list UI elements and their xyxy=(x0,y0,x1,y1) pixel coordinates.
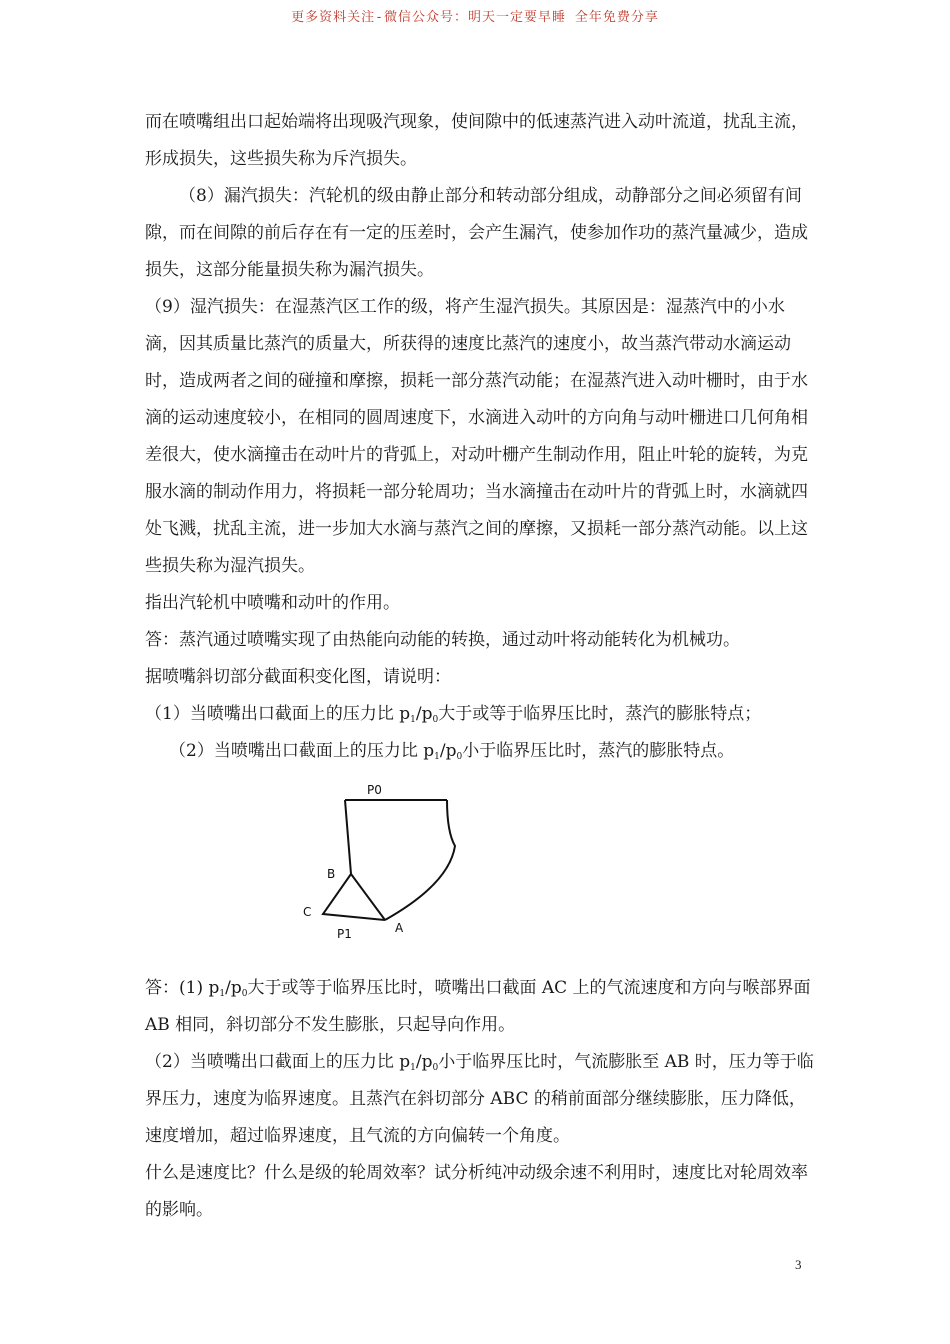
slash-p: /p xyxy=(415,1052,433,1072)
label-c: C xyxy=(303,905,312,919)
sub-0: 0 xyxy=(456,752,463,762)
sub-0: 0 xyxy=(432,715,439,725)
sub-1: 1 xyxy=(410,715,416,725)
q-item1-b: 大于或等于临界压比时，蒸汽的膨胀特点； xyxy=(438,704,762,724)
sub-0: 0 xyxy=(432,1063,439,1073)
ans2-b: 小于临界压比时，气流膨胀至 AB 时，压力等于临界压力，速度为临界速度。且蒸汽在斜切部分 ABC 的稍前面部分继续膨胀，压力降低，速度增加，超过临界速度，且气流的方向偏转一个角度。 xyxy=(145,1052,814,1146)
paragraph-wet-steam-loss: （9）湿汽损失：在湿蒸汽区工作的级，将产生湿汽损失。其原因是：湿蒸汽中的小水滴，因其质量比蒸汽的质量大，所获得的速度比蒸汽的速度小，故当蒸汽带动水滴运动时，造成两者之间的碰撞和摩擦，损耗一部分蒸汽动能；在湿蒸汽进入动叶栅时，由于水滴的运动速度较小，在相同的圆周速度下，水滴进入动叶的方向角与动叶栅进口几何角相差很大，使水滴撞击在动叶片的背弧上，对动叶栅产生制动作用，阻止叶轮的旋转，为克服水滴的制动作用力，将损耗一部分轮周功；当水滴撞击在动叶片的背弧上时，水滴就四处飞溅，扰乱主流，进一步加大水滴与蒸汽之间的摩擦，又损耗一部分蒸汽动能。以上这些损失称为湿汽损失。 xyxy=(145,297,808,576)
question-item-1 xyxy=(145,696,815,733)
sub-1: 1 xyxy=(410,1063,416,1073)
label-b: B xyxy=(327,867,336,881)
nozzle-oblique-section-figure xyxy=(145,770,815,970)
label-a: A xyxy=(395,921,404,935)
label-p1: P1 xyxy=(337,927,352,941)
question-velocity-ratio: 什么是速度比？什么是级的轮周效率？试分析纯冲动级余速不利用时，速度比对轮周效率的影响。 xyxy=(145,1163,808,1220)
paragraph-exhaust-loss: 而在喷嘴组出口起始端将出现吸汽现象，使间隙中的低速蒸汽进入动叶流道，扰乱主流，形成损失，这些损失称为斥汽损失。 xyxy=(145,112,808,169)
q-item1-a: （1）当喷嘴出口截面上的压力比 p xyxy=(145,704,411,724)
question-item-2 xyxy=(145,733,815,770)
question-oblique-section: 据喷嘴斜切部分截面积变化图，请说明： xyxy=(145,667,451,687)
document-body xyxy=(145,104,815,1229)
answer-item-1 xyxy=(145,970,815,1044)
answer-nozzle-blade: 答：蒸汽通过喷嘴实现了由热能向动能的转换，通过动叶将动能转化为机械功。 xyxy=(145,630,740,650)
slash-p: /p xyxy=(439,741,457,761)
question-nozzle-blade: 指出汽轮机中喷嘴和动叶的作用。 xyxy=(145,593,400,613)
slash-p: /p xyxy=(415,704,433,724)
ans1-a: 答：(1) p xyxy=(145,978,220,998)
sub-0: 0 xyxy=(241,989,248,999)
answer-item-2 xyxy=(145,1044,815,1155)
ans1-b: 大于或等于临界压比时，喷嘴出口截面 AC 上的气流速度和方向与喉部界面 AB 相同，斜切部分不发生膨胀，只起导向作用。 xyxy=(145,978,811,1035)
page-header: 更多资料关注-微信公众号：明天一定要早睡 全年免费分享 xyxy=(291,10,659,25)
ans2-a: （2）当喷嘴出口截面上的压力比 p xyxy=(145,1052,411,1072)
paragraph-leakage-loss: （8）漏汽损失：汽轮机的级由静止部分和转动部分组成，动静部分之间必须留有间隙，而在间隙的前后存在有一定的压差时，会产生漏汽，使参加作功的蒸汽量减少，造成损失，这部分能量损失称为漏汽损失。 xyxy=(145,186,808,280)
q-item2-a: （2）当喷嘴出口截面上的压力比 p xyxy=(169,741,435,761)
sub-1: 1 xyxy=(219,989,226,999)
label-p0: P0 xyxy=(367,783,382,797)
sub-1: 1 xyxy=(434,752,440,762)
q-item2-b: 小于临界压比时，蒸汽的膨胀特点。 xyxy=(462,741,735,761)
page-number: 3 xyxy=(795,1257,802,1272)
nozzle-diagram xyxy=(295,774,475,949)
slash-p: /p xyxy=(225,978,242,998)
